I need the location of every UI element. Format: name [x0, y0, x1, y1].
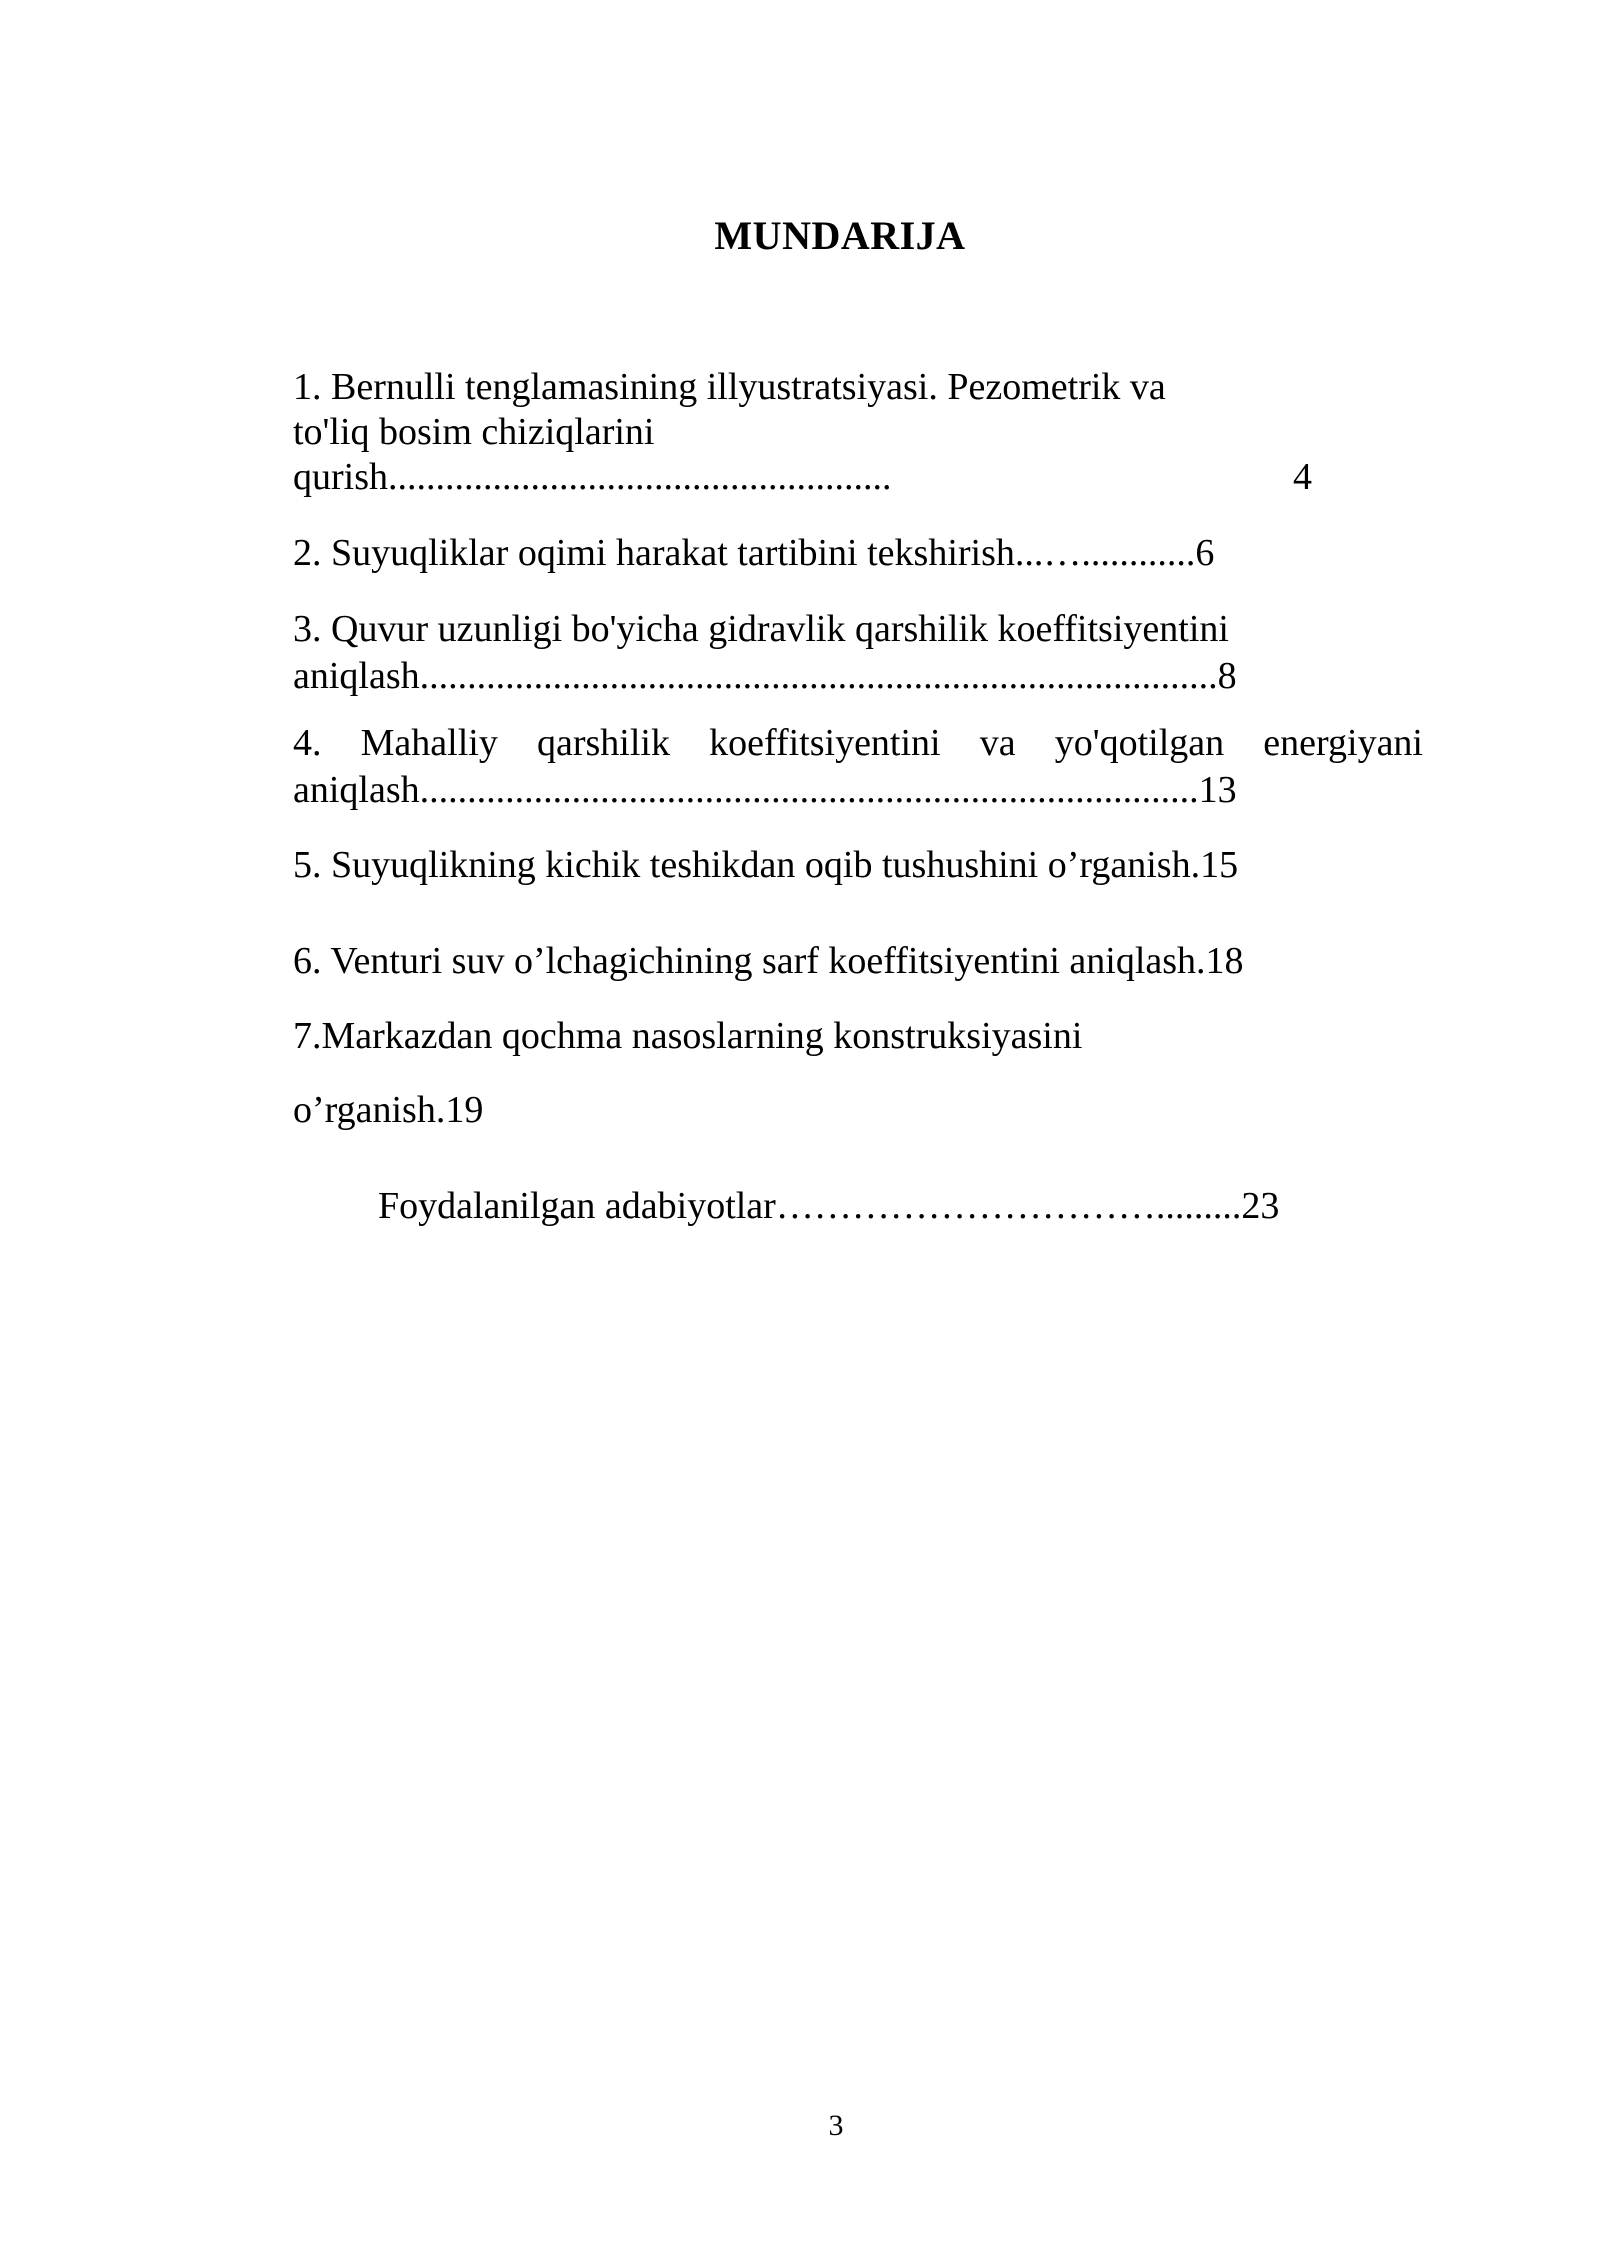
toc-entry-4-line-1: 4. Mahalliy qarshilik koeffitsiyentini va yo'qotilgan energiyani	[293, 722, 1423, 764]
toc-entry-2-line-1: 2. Suyuqliklar oqimi harakat tartibini tekshirish...…............6	[293, 532, 1215, 574]
toc-entry-1-page: 4	[1293, 456, 1312, 498]
toc-entry-3-line-2: aniqlash....................................................................................8	[293, 655, 1237, 697]
toc-entry-2	[293, 530, 1423, 577]
toc-entry-1-line-3: qurish.....................................................	[293, 456, 892, 498]
page-number: 3	[828, 2109, 844, 2142]
toc-entry-4-line-2: aniqlash..................................................................................13	[293, 769, 1237, 811]
toc-entry-3-line-1: 3. Quvur uzunligi bo'yicha gidravlik qarshilik koeffitsiyentini	[293, 608, 1229, 650]
toc-entry-7-line-2: o’rganish.19	[293, 1089, 484, 1131]
toc-entry-5	[293, 842, 1423, 889]
toc-entry-4	[293, 720, 1423, 814]
toc-entry-6	[293, 938, 1423, 985]
toc-entry-7-line-1: 7.Markazdan qochma nasoslarning konstruksiyasini	[293, 1015, 1083, 1057]
toc-entry-3	[293, 606, 1423, 700]
toc-entry-references	[378, 1183, 1508, 1230]
toc-entry-references-line-1: Foydalanilgan adabiyotlar………………………….........23	[378, 1185, 1280, 1227]
toc-entry-1-line-2: to'liq bosim chiziqlarini	[293, 411, 655, 453]
toc-entry-5-line-1: 5. Suyuqlikning kichik teshikdan oqib tushushini o’rganish.15	[293, 844, 1239, 886]
toc-entry-6-line-1: 6. Venturi suv o’lchagichining sarf koeffitsiyentini aniqlash.18	[293, 940, 1244, 982]
page-title: MUNDARIJA	[714, 213, 966, 258]
toc-entry-1	[293, 364, 1423, 501]
toc-entry-1-line-1: 1. Bernulli tenglamasining illyustratsiyasi. Pezometrik va	[293, 366, 1166, 408]
toc-entry-7	[293, 1013, 1423, 1134]
